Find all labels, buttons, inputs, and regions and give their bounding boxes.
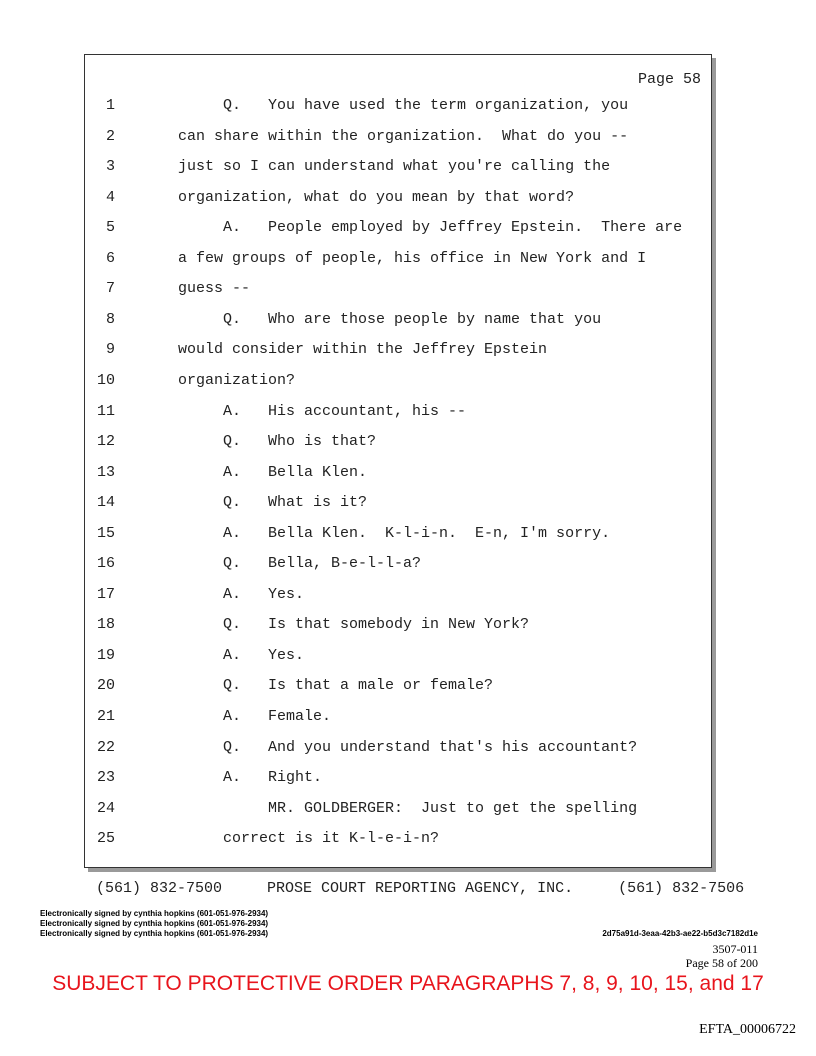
line-number: 25 <box>96 830 115 848</box>
reporter-footer: (561) 832-7500 PROSE COURT REPORTING AGENCY, INC. (561) 832-7506 <box>96 880 745 897</box>
line-text: organization, what do you mean by that word? <box>178 188 575 206</box>
signature-line: Electronically signed by cynthia hopkins (601-051-976-2934) <box>40 909 269 918</box>
line-text: just so I can understand what you're calling the <box>178 158 611 176</box>
line-text: Q. Is that a male or female? <box>178 677 494 695</box>
document-hash: 2d75a91d-3eaa-42b3-ae22-b5d3c7182d1e <box>602 929 758 938</box>
signature-line: Electronically signed by cynthia hopkins (601-051-976-2934) <box>40 929 269 938</box>
transcript-page <box>84 54 712 868</box>
line-number: 10 <box>96 371 115 389</box>
line-number: 5 <box>105 219 115 237</box>
line-text: A. Yes. <box>178 646 305 664</box>
line-text: MR. GOLDBERGER: Just to get the spelling <box>178 799 638 817</box>
line-number: 7 <box>105 280 115 298</box>
line-text: A. Right. <box>178 769 323 787</box>
line-text: Q. Who is that? <box>178 433 377 451</box>
line-number: 2 <box>105 127 115 145</box>
signature-line: Electronically signed by cynthia hopkins (601-051-976-2934) <box>40 919 269 928</box>
line-text: Q. You have used the term organization, you <box>178 97 629 114</box>
protective-order-notice: SUBJECT TO PROTECTIVE ORDER PARAGRAPHS 7, 8, 9, 10, 15, and 17 <box>52 972 764 995</box>
bates-number: EFTA_00006722 <box>699 1022 796 1037</box>
line-text: Q. Who are those people by name that you <box>178 310 602 328</box>
line-number: 16 <box>96 555 115 573</box>
line-text: correct is it K-l-e-i-n? <box>178 830 440 848</box>
line-number: 3 <box>105 158 115 176</box>
page-label: Page 58 <box>637 71 701 88</box>
line-number: 4 <box>105 188 115 206</box>
line-text: A. People employed by Jeffrey Epstein. There are <box>178 219 683 237</box>
line-text: would consider within the Jeffrey Epstein <box>178 341 548 359</box>
line-number: 22 <box>96 738 115 756</box>
line-number: 13 <box>96 463 115 481</box>
line-number: 14 <box>96 494 115 512</box>
line-text: A. Yes. <box>178 585 305 603</box>
line-number: 17 <box>96 585 115 603</box>
line-number: 15 <box>96 524 115 542</box>
line-number: 18 <box>96 616 115 634</box>
line-number: 12 <box>96 433 115 451</box>
line-text: Q. And you understand that's his accountant? <box>178 738 638 756</box>
line-text: organization? <box>178 371 296 389</box>
line-text: A. Bella Klen. K-l-i-n. E-n, I'm sorry. <box>178 524 611 542</box>
doc-number: 3507-011 <box>712 942 758 956</box>
page-of: Page 58 of 200 <box>685 956 758 970</box>
line-number: 19 <box>96 646 115 664</box>
line-number: 21 <box>96 708 115 725</box>
line-number: 9 <box>105 341 115 359</box>
line-number: 8 <box>105 310 115 328</box>
line-text: can share within the organization. What do you -- <box>178 127 629 145</box>
line-number: 6 <box>105 249 115 267</box>
line-text: A. Female. <box>178 708 332 725</box>
line-number: 1 <box>105 97 115 114</box>
line-number: 23 <box>96 769 115 787</box>
line-text: a few groups of people, his office in New York and I <box>178 249 647 267</box>
line-text: Q. Is that somebody in New York? <box>178 616 530 634</box>
line-text: A. Bella Klen. <box>178 463 368 481</box>
line-number: 11 <box>96 402 115 420</box>
line-text: Q. Bella, B-e-l-l-a? <box>178 555 422 573</box>
line-number: 20 <box>96 677 115 695</box>
line-text: A. His accountant, his -- <box>178 402 467 420</box>
line-text: guess -- <box>178 280 251 298</box>
line-text: Q. What is it? <box>178 494 368 512</box>
line-number: 24 <box>96 799 115 817</box>
